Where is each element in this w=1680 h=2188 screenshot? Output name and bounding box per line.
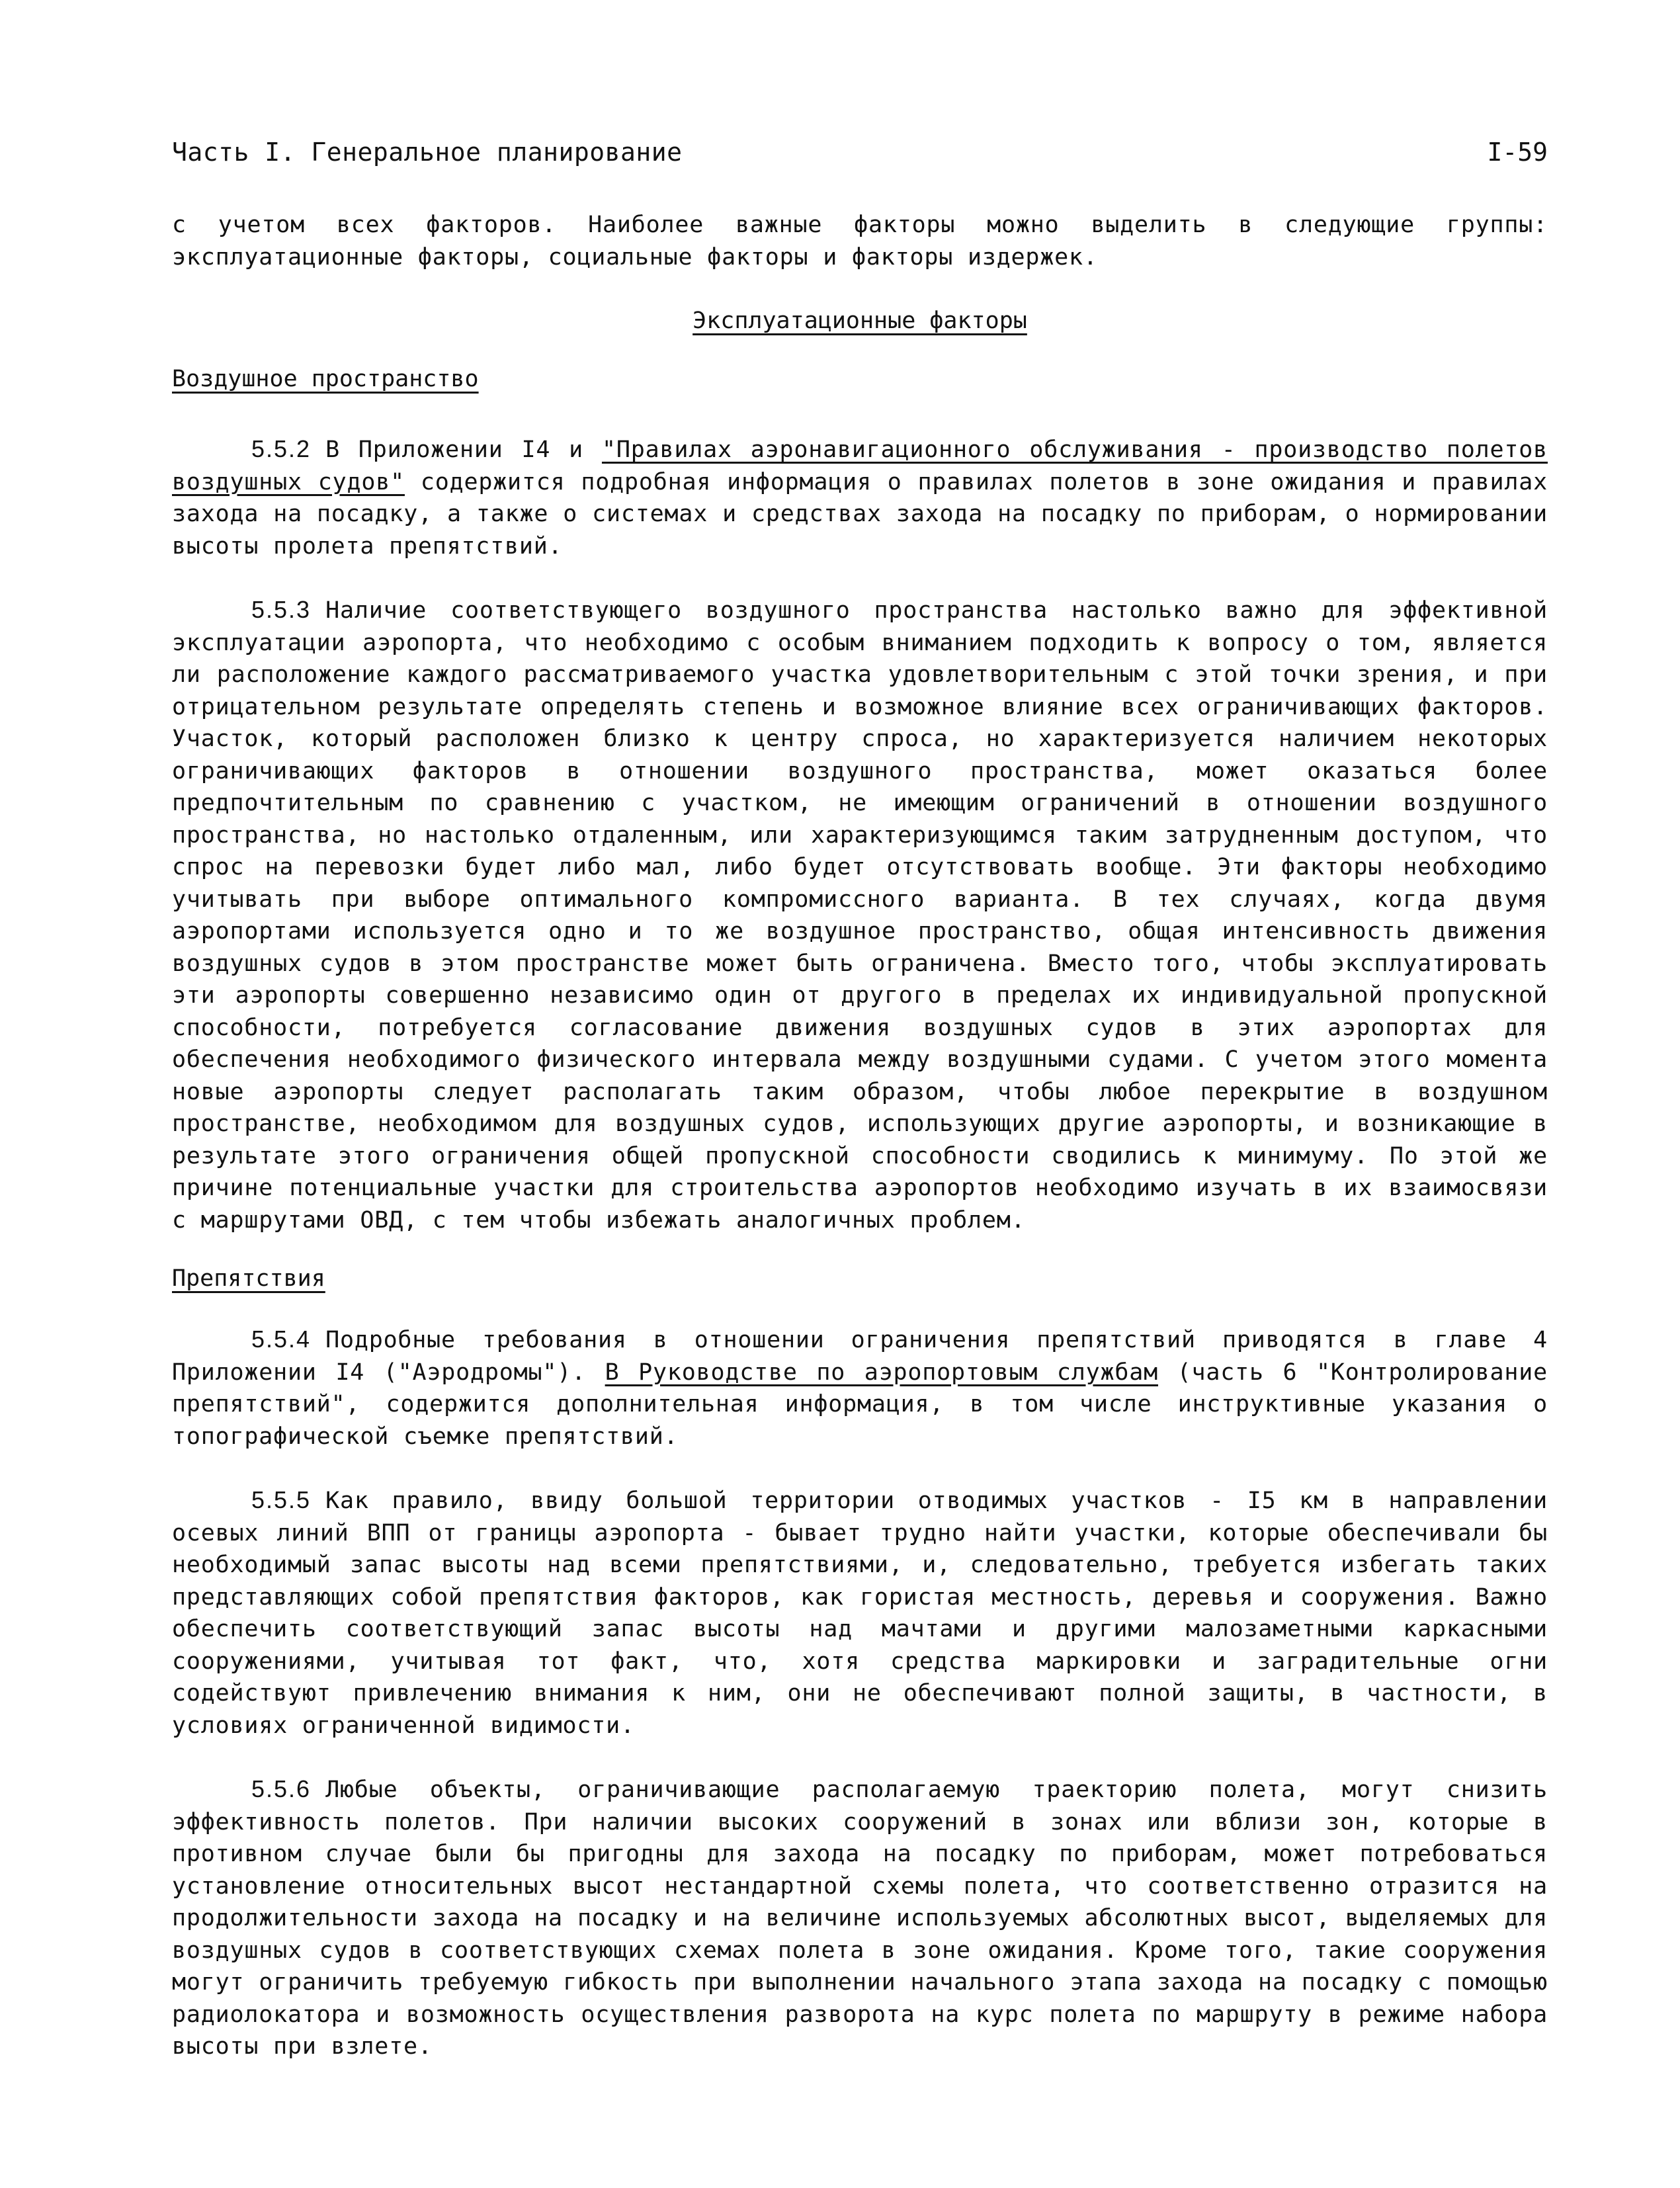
paragraph-number: 5.5.4 [251, 1325, 312, 1353]
paragraph-5-5-2 [172, 433, 1548, 562]
intro-paragraph: с учетом всех факторов. Наиболее важные факторы можно выделить в следующие группы: эксплуатационные факторы, социальные факторы и факторы издержек. [172, 212, 1548, 271]
paragraph-text-suffix: (часть 6 "Контролирование препятствий", содержится дополнительная информация, в том числе инструктивные указания о топографической съемке препятствий. [172, 1359, 1548, 1450]
section-heading [172, 305, 1548, 337]
subheading-obstacles-text: Препятствия [172, 1265, 325, 1292]
paragraph-text-suffix: содержится подробная информация о правилах полетов в зоне ожидания и правилах захода на посадку, а также о системах и средствах захода на посадку по приборам, о нормировании высоты пролета препятствий. [172, 468, 1548, 560]
paragraph-text: Наличие соответствующего воздушного пространства настолько важно для эффективной эксплуатации аэропорта, что необходимо с особым вниманием подходить к вопросу о том, является ли расположение каждого рассматриваемого участка удовлетворительным с этой точки зрения, и при отрицательном результате определять степень и возможное влияние всех ограничивающих факторов. Участок, который расположен близко к центру спроса, но характеризуется наличием некоторых ограничивающих факторов в отношении воздушного пространства, может оказаться более предпочтительным по сравнению с участком, не имеющим ограничений в отношении воздушного пространства, но настолько отдаленным, или характеризующимся таким затрудненным доступом, что спрос на перевозки будет либо мал, либо будет отсутствовать вообще. Эти факторы необходимо учитывать при выборе оптимального компромиссного варианта. В тех случаях, когда двумя аэропортами используется одно и то же воздушное пространство, общая интенсивность движения воздушных судов в этом пространстве может быть ограничена. Вместо того, чтобы эксплуатировать эти аэропорты совершенно независимо один от другого в пределах их индивидуальной пропускной способности, потребуется согласование движения воздушных судов в этих аэропортах для обеспечения необходимого физического интервала между воздушными судами. С учетом этого момента новые аэропорты следует располагать таким образом, чтобы любое перекрытие в воздушном пространстве, необходимом для воздушных судов, использующих другие аэропорты, и возникающие в результате этого ограничения общей пропускной способности сводились к минимуму. По этой же причине потенциальные участки для строительства аэропортов необходимо изучать в их взаимосвязи с маршрутами ОВД, с тем чтобы избежать аналогичных проблем. [172, 597, 1548, 1234]
document-reference-link[interactable]: "Правилах аэронавигационного обслуживания - производство полетов воздушных судов" [172, 437, 1548, 495]
header-title: Часть I. Генеральное планирование [172, 138, 683, 167]
paragraph-5-5-3 [172, 594, 1548, 1236]
paragraph-text-prefix: В Приложении I4 и [325, 437, 602, 463]
subheading-obstacles [172, 1263, 1548, 1294]
subheading-airspace [172, 363, 1548, 395]
paragraph-number: 5.5.5 [251, 1486, 312, 1513]
paragraph-text: Любые объекты, ограничивающие располагаемую траекторию полета, могут снизить эффективность полетов. При наличии высоких сооружений в зонах или вблизи зон, которые в противном случае были бы пригодны для захода на посадку по приборам, может потребоваться установление относительных высот нестандартной схемы полета, что соответственно отразится на продолжительности захода на посадку и на величине используемых абсолютных высот, выделяемых для воздушных судов в соответствующих схемах полета в зоне ожидания. Кроме того, такие сооружения могут ограничить требуемую гибкость при выполнении начального этапа захода на посадку с помощью радиолокатора и возможность осуществления разворота на курс полета по маршруту в режиме набора высоты при взлете. [172, 1777, 1548, 2060]
paragraph-5-5-6 [172, 1773, 1548, 2063]
section-heading-text: Эксплуатационные факторы [693, 308, 1027, 334]
page-header [172, 132, 1548, 172]
paragraph-5-5-5 [172, 1484, 1548, 1742]
document-page [172, 132, 1548, 2063]
paragraph-number: 5.5.3 [251, 596, 312, 623]
page-number: I-59 [1487, 138, 1548, 167]
paragraph-text-prefix: Подробные требования в отношении ограничения препятствий приводятся в главе 4 Приложении I4 ("Аэродромы"). [172, 1327, 1548, 1386]
paragraph-number: 5.5.2 [251, 435, 312, 462]
paragraph-5-5-4 [172, 1324, 1548, 1452]
manual-reference-link[interactable]: В Руководстве по аэропортовым службам [605, 1359, 1158, 1386]
paragraph-number: 5.5.6 [251, 1775, 312, 1802]
subheading-airspace-text: Воздушное пространство [172, 366, 479, 392]
paragraph-text: Как правило, ввиду большой территории отводимых участков - I5 км в направлении осевых линий ВПП от границы аэропорта - бывает трудно найти участки, которые обеспечивали бы необходимый запас высоты над всеми препятствиями, и, следовательно, требуется избегать таких представляющих собой препятствия факторов, как гористая местность, деревья и сооружения. Важно обеспечить соответствующий запас высоты над мачтами и другими малозаметными каркасными сооружениями, учитывая тот факт, что, хотя средства маркировки и заградительные огни содействуют привлечению внимания к ним, они не обеспечивают полной защиты, в частности, в условиях ограниченной видимости. [172, 1488, 1548, 1739]
